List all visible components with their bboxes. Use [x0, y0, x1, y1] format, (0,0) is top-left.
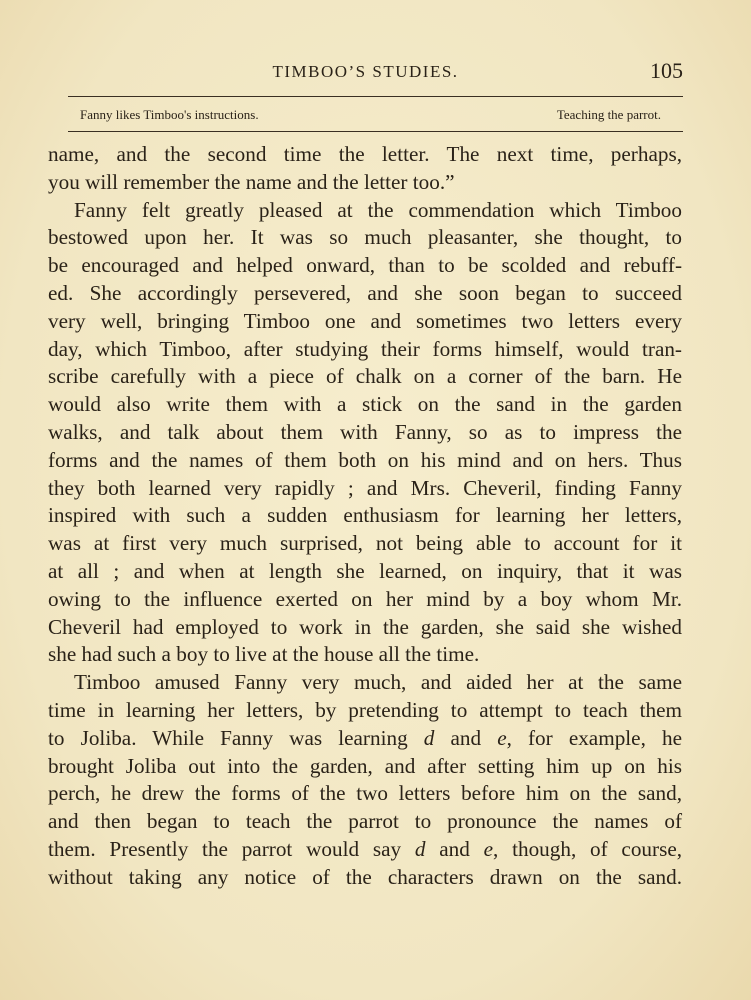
text-line: without taking any notice of the characters drawn on the sand.: [48, 864, 682, 889]
text-line: they both learned very rapidly ; and Mrs. Cheveril, finding Fanny: [48, 475, 682, 500]
text-line: forms and the names of them both on his mind and on hers. Thus: [48, 447, 682, 472]
body-text: [48, 141, 682, 892]
running-head: [48, 58, 683, 88]
text-line: inspired with such a sudden enthusiasm for learning her letters,: [48, 503, 682, 528]
text-line: name, and the second time the letter. The next time, perhaps,: [48, 142, 682, 166]
text-line: walks, and talk about them with Fanny, so as to impress the: [48, 419, 682, 444]
text-line: was at first very much surprised, not being able to account for it: [48, 531, 682, 556]
text-line: [48, 836, 682, 864]
text-line: brought Joliba out into the garden, and after setting him up on his: [48, 753, 682, 778]
chapter-title: TIMBOO’S STUDIES.: [272, 62, 459, 81]
text-line: and then began to teach the parrot to pronounce the names of: [48, 809, 682, 834]
italic-letter: e: [483, 836, 494, 861]
text-line: Timboo amused Fanny very much, and aided her at the same: [74, 670, 682, 695]
text-line: day, which Timboo, after studying their forms himself, would tran-: [48, 336, 682, 361]
header-rule-bottom: [68, 131, 683, 132]
italic-letter: e: [497, 725, 507, 750]
text-line: ed. She accordingly persevered, and she soon began to succeed: [48, 280, 682, 305]
page-number: 105: [650, 58, 683, 83]
text-line: you will remember the name and the letter too.”: [48, 169, 455, 194]
text-fragment: , though, of course,: [493, 836, 683, 861]
text-line: she had such a boy to live at the house all the time.: [48, 642, 480, 667]
text-fragment: and: [439, 836, 470, 861]
text-line: [48, 725, 682, 753]
text-line: Fanny felt greatly pleased at the commendation which Timboo: [74, 197, 682, 222]
text-fragment: , for example, he: [506, 725, 682, 750]
text-line: very well, bringing Timboo one and sometimes two letters every: [48, 308, 682, 333]
text-line: scribe carefully with a piece of chalk on a corner of the barn. He: [48, 364, 682, 389]
text-line: time in learning her letters, by pretending to attempt to teach them: [48, 697, 682, 722]
subheader-left: Fanny likes Timboo's instructions.: [80, 107, 259, 122]
italic-letter: d: [414, 836, 426, 861]
text-line: would also write them with a stick on the sand in the garden: [48, 392, 682, 417]
subheader-right: Teaching the parrot.: [556, 107, 661, 122]
text-fragment: to Joliba. While Fanny was learning: [48, 725, 408, 750]
text-line: bestowed upon her. It was so much pleasanter, she thought, to: [48, 225, 682, 250]
italic-letter: d: [423, 725, 435, 750]
text-fragment: and: [450, 725, 482, 750]
text-line: owing to the influence exerted on her mind by a boy whom Mr.: [48, 586, 682, 611]
header-rule-top: [68, 96, 683, 97]
text-line: at all ; and when at length she learned, on inquiry, that it was: [48, 558, 682, 583]
text-line: be encouraged and helped onward, than to be scolded and rebuff-: [48, 253, 682, 278]
text-line: Cheveril had employed to work in the garden, she said she wished: [48, 614, 682, 639]
text-line: perch, he drew the forms of the two letters before him on the sand,: [48, 781, 682, 806]
text-fragment: them. Presently the parrot would say: [48, 836, 402, 861]
subheader: [80, 107, 661, 125]
